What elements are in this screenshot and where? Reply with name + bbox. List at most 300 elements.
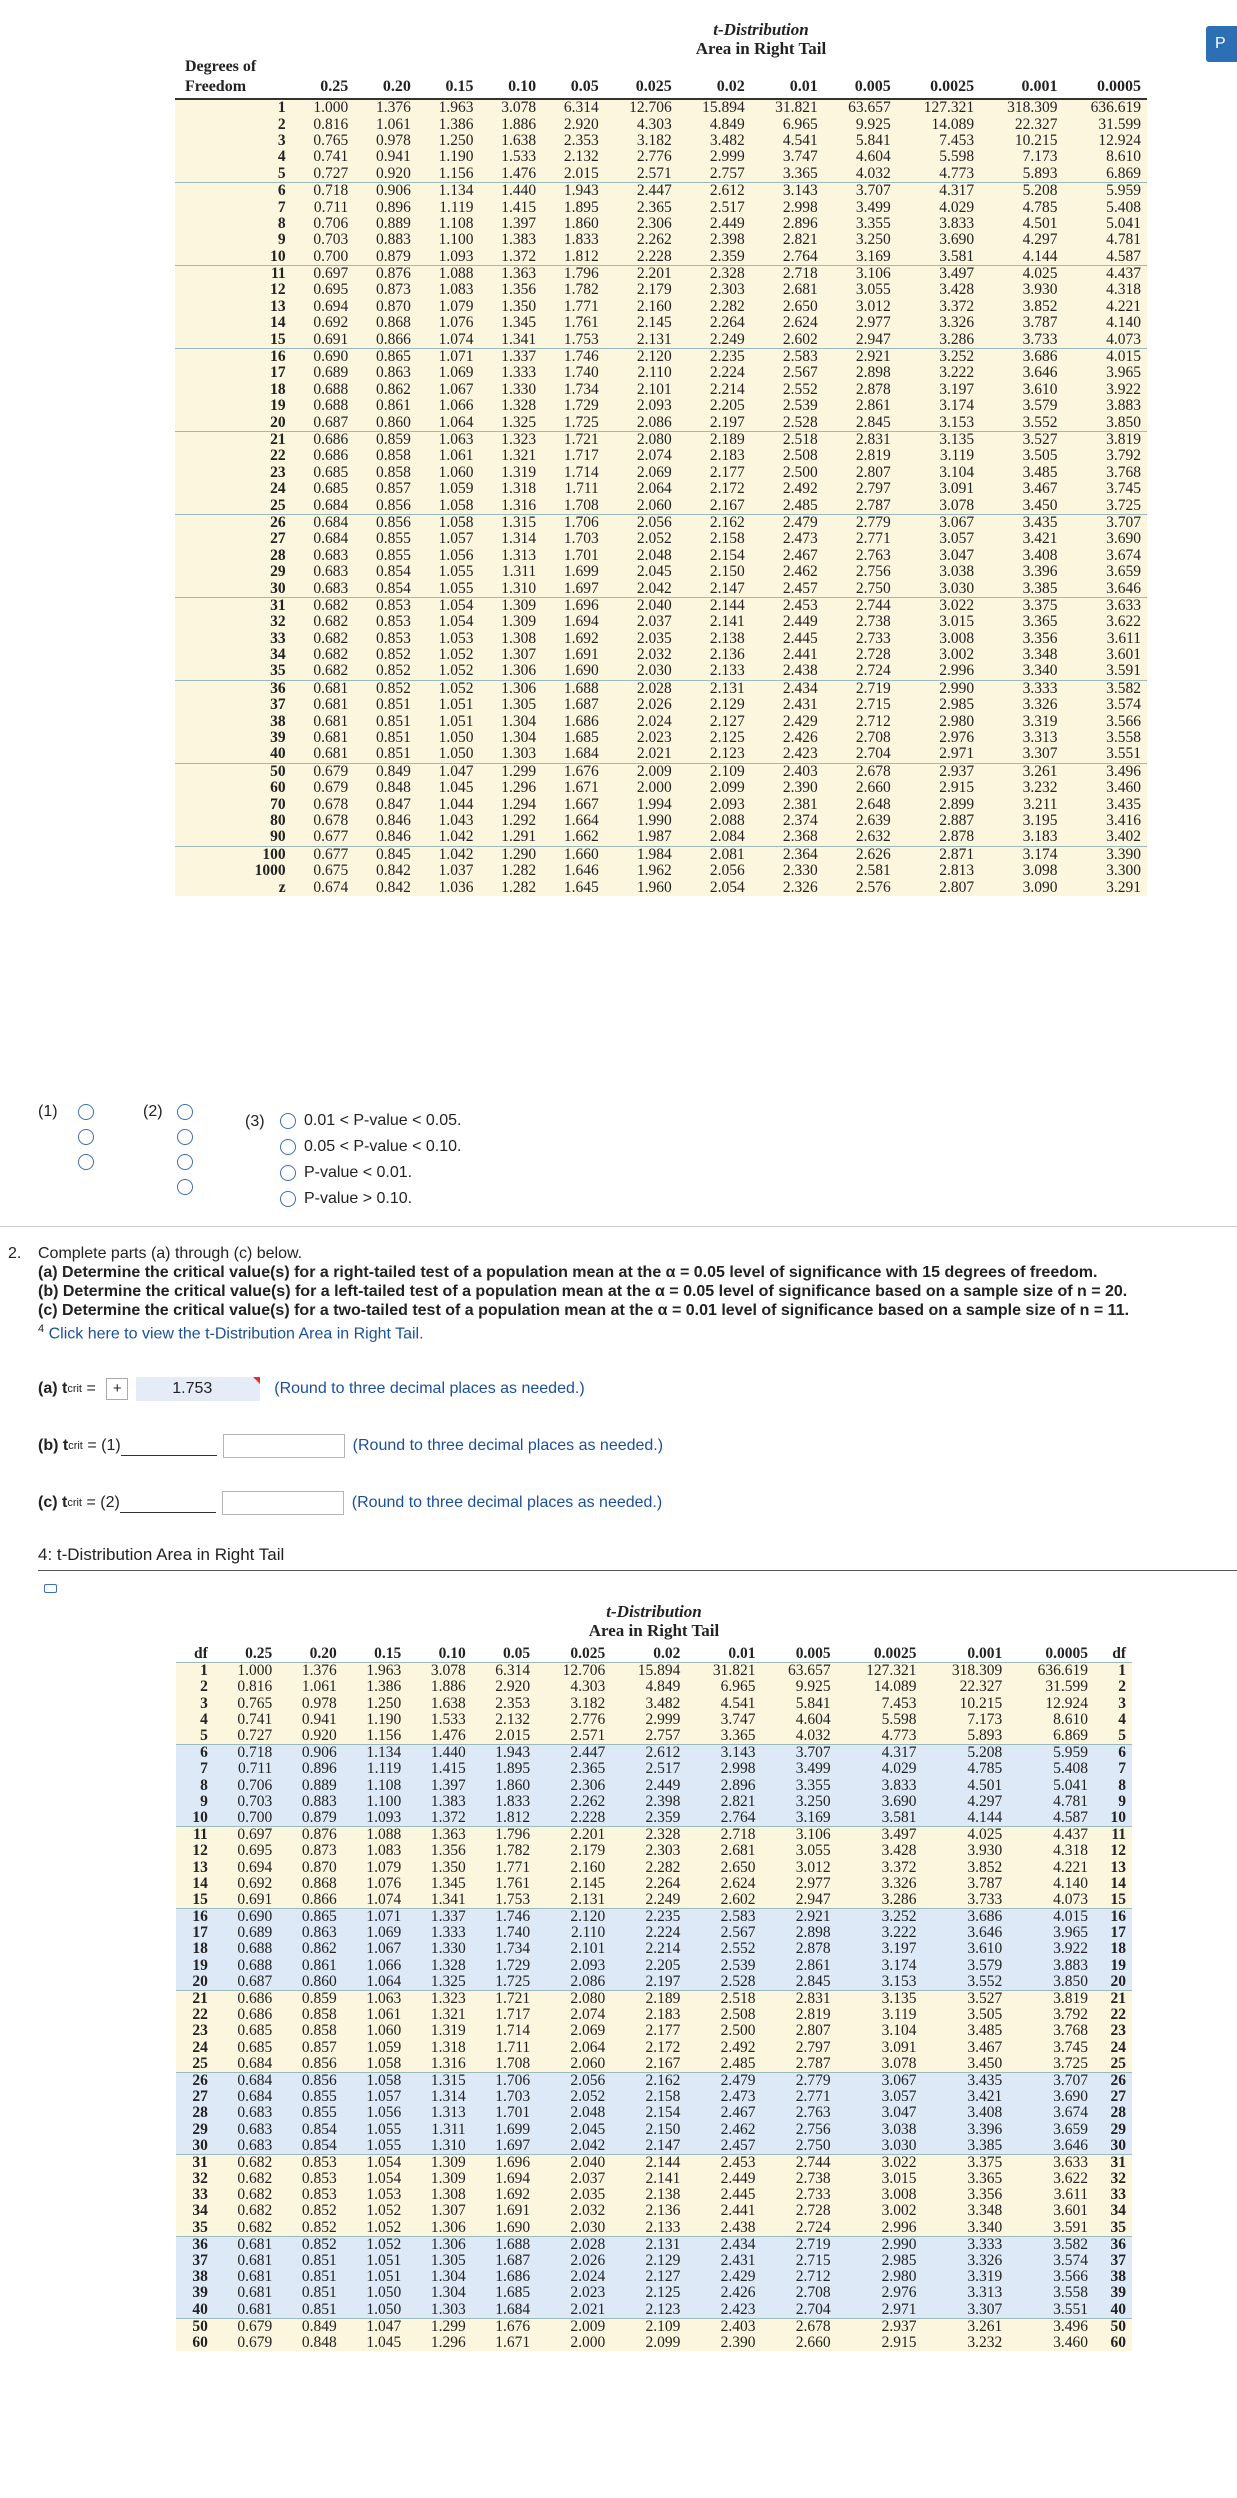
value-cell: 2.145 [636,314,672,332]
value-cell: 3.375 [922,2154,1008,2171]
value-cell: 1.325 [430,1972,466,1990]
value-cell: 3.527 [980,431,1063,448]
value-cell: 0.816 [237,1678,273,1696]
q1-option-1[interactable] [280,1112,461,1130]
value-cell: 2.125 [645,2284,681,2302]
value-cell: 0.816 [313,115,349,133]
value-cell: 2.368 [782,828,818,846]
table-row [175,796,1147,812]
value-cell: 2.264 [709,314,745,332]
df-cell-right: 11 [1094,1827,1132,1844]
value-cell: 2.718 [686,1827,761,1844]
table-row [176,1925,1132,1941]
value-cell: 0.686 [313,447,349,465]
value-cell: 3.579 [1022,397,1058,415]
value-cell: 2.197 [645,1972,681,1990]
value-cell: 3.008 [881,2186,917,2204]
value-cell: 2.744 [824,597,897,614]
value-cell: 4.015 [1008,1909,1094,1926]
value-cell: 2.434 [751,680,824,697]
value-cell: 3.552 [967,1972,1003,1990]
value-cell: 2.708 [855,729,891,747]
value-cell: 2.183 [645,2006,681,2024]
value-cell: 0.684 [313,530,349,548]
df-cell: 5 [200,1727,208,1745]
value-cell: 1.050 [366,2284,402,2302]
value-cell: 3.078 [939,496,975,514]
value-cell: 1.860 [563,214,599,232]
value-cell: 7.453 [881,1694,917,1712]
value-cell: 1.740 [563,364,599,382]
value-cell: 2.172 [645,2038,681,2056]
value-cell: 1.782 [495,1842,531,1860]
value-cell: 1.309 [480,597,543,614]
value-cell: 2.262 [570,1792,606,1810]
value-cell: 2.485 [720,2054,756,2072]
hint-link[interactable]: Click here to view the t-Distribution Area in Right Tail. [48,1325,424,1343]
value-cell: 2.996 [881,2218,917,2236]
value-cell: 1.662 [563,828,599,846]
value-cell: 4.501 [1022,214,1058,232]
value-cell: 3.182 [570,1694,606,1712]
value-cell: 0.859 [278,1990,342,2007]
value-cell: 2.235 [678,348,751,365]
value-cell: 1.076 [366,1874,402,1892]
value-cell: 2.990 [897,680,980,697]
value-cell: 2.026 [570,2252,606,2270]
value-cell: 1.057 [438,530,474,548]
question-number: 2. [8,1245,22,1262]
radio-icon[interactable] [280,1191,296,1207]
value-cell: 2.821 [782,231,818,249]
table-row [176,2203,1132,2219]
table-row [176,1712,1132,1728]
value-cell: 1.725 [563,413,599,431]
value-cell: 3.922 [1106,380,1141,398]
value-cell: 2.429 [782,712,818,730]
value-cell: 2.449 [645,1776,681,1794]
value-cell: 1.055 [438,579,474,597]
value-cell: 1.083 [366,1842,402,1860]
value-cell: 3.195 [1022,811,1058,829]
value-cell: 2.921 [824,348,897,365]
value-cell: 63.657 [762,1663,837,1680]
value-cell: 1.037 [438,862,474,880]
value-cell: 1.055 [438,563,474,581]
value-cell: 12.924 [1045,1694,1089,1712]
df-cell-right: 2 [1118,1678,1126,1696]
table-row [175,232,1147,248]
value-cell: 2.724 [855,662,891,680]
radio-icon[interactable] [280,1139,296,1155]
value-cell: 3.646 [967,1924,1003,1942]
value-cell: 2.131 [636,330,672,348]
table-row [175,846,1147,863]
answer-c-input[interactable] [222,1491,344,1515]
value-cell: 1.895 [563,198,599,216]
value-cell: 2.423 [720,2300,756,2318]
value-cell: 2.445 [720,2186,756,2204]
row-header-line2: Freedom [185,78,247,95]
value-cell: 3.008 [939,629,975,647]
value-cell: 2.462 [782,563,818,581]
value-cell: 3.078 [407,1663,471,1680]
value-cell: 2.971 [881,2300,917,2318]
table-row [175,813,1147,829]
value-cell: 1.316 [430,2054,466,2072]
answer-b-input[interactable] [223,1434,345,1458]
answer-a-value: 1.753 [172,1380,213,1397]
value-cell: 2.214 [709,380,745,398]
value-cell: 0.681 [292,680,355,697]
value-cell: 2.353 [563,131,599,149]
t-distribution-table-top [175,20,1147,896]
value-cell: 2.064 [636,480,672,498]
value-cell: 1.319 [430,2022,466,2040]
value-cell: 2.878 [795,1940,831,1958]
value-cell: 1.290 [480,846,543,863]
value-cell: 2.160 [570,1858,606,1876]
df-header-right: df [1112,1645,1126,1663]
value-cell: 2.728 [855,646,891,664]
table-row [175,282,1147,298]
table-row [176,2269,1132,2285]
value-cell: 1.690 [563,662,599,680]
value-cell: 0.854 [376,579,411,597]
value-cell: 1.771 [563,297,599,315]
value-cell: 0.851 [376,729,411,747]
value-cell: 3.030 [881,2136,917,2154]
value-cell: 3.169 [855,247,891,265]
value-cell: 1.676 [542,763,605,780]
value-cell: 636.619 [1008,1663,1094,1680]
value-cell: 0.682 [214,2154,278,2171]
corner-button[interactable]: P [1206,26,1237,62]
value-cell: 2.000 [636,779,672,797]
value-cell: 5.841 [795,1694,831,1712]
df-cell: 38 [192,2268,208,2286]
df-cell: 19 [270,397,286,415]
value-cell: 3.252 [897,348,980,365]
value-cell: 2.896 [720,1776,756,1794]
table-row [175,348,1147,365]
value-cell: 2.999 [709,148,745,166]
value-cell: 31.599 [1098,115,1141,133]
value-cell: 3.261 [922,2318,1008,2335]
t-table-grid [175,58,1147,896]
value-cell: 1.397 [430,1776,466,1794]
value-cell: 3.552 [1022,413,1058,431]
table-row [176,1843,1132,1859]
value-cell: 3.499 [855,198,891,216]
value-cell: 1.685 [495,2284,531,2302]
df-cell-right: 18 [1110,1940,1126,1958]
value-cell: 2.150 [645,2120,681,2138]
table-row [175,265,1147,282]
value-cell: 2.441 [782,646,818,664]
df-cell: 100 [175,846,292,863]
value-cell: 1.069 [366,1924,402,1942]
table-row [175,631,1147,647]
value-cell: 1.057 [366,2088,402,2106]
df-cell: 33 [270,629,286,647]
value-cell: 1.771 [495,1858,531,1876]
answer-a-input[interactable] [136,1377,260,1401]
value-cell: 3.482 [645,1694,681,1712]
value-cell: 3.091 [939,480,975,498]
value-cell: 6.869 [1106,164,1141,182]
value-cell: 3.482 [709,131,745,149]
value-cell: 5.408 [1106,198,1141,216]
value-cell: 1.061 [438,447,474,465]
part-a-text: (a) Determine the critical value(s) for a right-tailed test of a population mean at the α = 0.05 level of significance with 15 degrees of freedom. [38,1264,1098,1281]
table-row [175,780,1147,796]
value-cell: 2.015 [495,1727,531,1745]
q1-radio-group-1 [78,1104,94,1179]
q1-g2-radio-c[interactable] [177,1154,193,1170]
value-cell: 0.854 [301,2136,337,2154]
value-cell: 0.686 [237,2006,273,2024]
value-cell: 2.110 [570,1924,606,1942]
df-cell-right: 21 [1094,1990,1132,2007]
value-cell: 2.571 [570,1727,606,1745]
value-cell: 3.527 [922,1990,1008,2007]
table-row [175,514,1147,531]
value-cell: 1.962 [636,862,672,880]
value-cell: 1.063 [417,431,480,448]
value-cell: 0.689 [313,364,349,382]
df-cell: 15 [270,330,286,348]
value-cell: 3.497 [837,1827,923,1844]
table-row [175,713,1147,729]
table-row [176,2318,1132,2335]
value-cell: 0.849 [278,2318,342,2335]
value-cell: 4.785 [967,1760,1003,1778]
df-cell: 18 [270,380,286,398]
value-cell: 2.518 [686,1990,761,2007]
table-row [175,465,1147,481]
value-cell: 3.091 [881,2038,917,2056]
value-cell: 0.678 [313,811,349,829]
value-cell: 3.104 [939,463,975,481]
value-cell: 3.313 [967,2284,1003,2302]
value-cell: 1.059 [438,480,474,498]
window-icon[interactable] [44,1584,57,1593]
value-cell: 2.189 [611,1990,686,2007]
value-cell: 2.712 [855,712,891,730]
value-cell: 1.100 [366,1792,402,1810]
table-row [175,299,1147,315]
value-cell: 0.859 [354,431,417,448]
value-cell: 3.416 [1106,811,1141,829]
value-cell: 0.870 [376,297,411,315]
column-header-11: 0.0005 [1097,78,1141,95]
value-cell: 3.153 [881,1972,917,1990]
q1-option-3[interactable] [280,1164,412,1182]
table2-title-line2: Area in Right Tail [588,1621,720,1640]
value-cell: 3.055 [855,281,891,299]
value-cell: 2.177 [709,463,745,481]
value-cell: 1.886 [430,1678,466,1696]
value-cell: 0.683 [313,579,349,597]
value-cell: 2.708 [795,2284,831,2302]
radio-icon[interactable] [280,1165,296,1181]
df-cell: 35 [270,662,286,680]
value-cell: 3.078 [881,2054,917,2072]
value-cell: 3.707 [762,1745,837,1762]
value-cell: 6.869 [1053,1727,1089,1745]
value-cell: 3.707 [1064,514,1147,531]
value-cell: 2.306 [570,1776,606,1794]
value-cell: 2.583 [686,1909,761,1926]
q1-g2-radio-b[interactable] [177,1129,193,1145]
plus-minus-selector[interactable]: + [106,1378,128,1400]
value-cell: 63.657 [824,99,897,116]
value-cell: 1.303 [430,2300,466,2318]
q1-label-1: (1) [38,1103,58,1120]
value-cell: 3.725 [1053,2054,1089,2072]
q1-g1-radio-b[interactable] [78,1129,94,1145]
q1-g1-radio-a[interactable] [78,1104,94,1120]
df-cell: 90 [270,828,286,846]
value-cell: 2.364 [751,846,824,863]
value-cell: 3.707 [1008,2072,1094,2089]
value-cell: 3.057 [939,530,975,548]
df-cell-right: 31 [1094,2154,1132,2171]
value-cell: 4.029 [881,1760,917,1778]
value-cell: 3.421 [1022,530,1058,548]
value-cell: 3.686 [980,348,1063,365]
value-cell: 10.215 [959,1694,1003,1712]
question-intro: Complete parts (a) through (c) below. [38,1245,303,1262]
value-cell: 1.328 [501,397,537,415]
value-cell: 2.776 [636,148,672,166]
value-cell: 3.601 [1106,646,1141,664]
value-cell: 1.055 [366,2120,402,2138]
value-cell: 1.963 [417,99,480,116]
value-cell: 2.035 [636,629,672,647]
value-cell: 0.906 [354,182,417,199]
value-cell: 4.781 [1106,231,1141,249]
column-header-10: 0.001 [1021,78,1058,95]
value-cell: 3.591 [1053,2218,1089,2236]
value-cell: 1.305 [430,2252,466,2270]
value-cell: 0.697 [214,1827,278,1844]
table-row [176,1876,1132,1892]
value-cell: 1.052 [366,2218,402,2236]
value-cell: 2.398 [645,1792,681,1810]
answer-c-label: (c) t [38,1494,68,1511]
value-cell: 5.041 [1106,214,1141,232]
value-cell: 0.856 [278,2072,342,2089]
value-cell: 1.055 [366,2136,402,2154]
value-cell: 3.250 [855,231,891,249]
value-cell: 0.842 [376,862,411,880]
table-title-line1: t-Distribution [713,20,809,39]
value-cell: 2.719 [762,2236,837,2253]
q1-option-4[interactable] [280,1190,412,1208]
value-cell: 2.172 [709,480,745,498]
value-cell: 3.340 [967,2218,1003,2236]
q1-option-2[interactable] [280,1138,461,1156]
value-cell: 1.321 [430,2006,466,2024]
value-cell: 1.782 [563,281,599,299]
value-cell: 0.856 [354,514,417,531]
df-cell-right: 34 [1110,2202,1126,2220]
df-cell: 29 [192,2120,208,2138]
part-c-text: (c) Determine the critical value(s) for a two-tailed test of a population mean at the α = 0.01 level of significance based on a sample size of n = 11. [38,1302,1130,1319]
value-cell: 1.307 [430,2202,466,2220]
value-cell: 3.460 [1106,779,1141,797]
value-cell: 2.131 [678,680,751,697]
value-cell: 2.147 [645,2136,681,2154]
df-cell: 25 [270,496,286,514]
value-cell: 1.688 [472,2236,536,2253]
value-cell: 4.140 [1053,1874,1089,1892]
crit-subscript: crit [67,1497,82,1509]
value-cell: 3.850 [1106,413,1141,431]
value-cell: 3.002 [881,2202,917,2220]
value-cell: 2.045 [570,2120,606,2138]
df-cell-right: 37 [1110,2252,1126,2270]
value-cell: 1.717 [495,2006,531,2024]
value-cell: 1.074 [366,1890,402,1908]
value-cell: 3.015 [939,613,975,631]
value-cell: 2.719 [824,680,897,697]
value-cell: 2.539 [720,1956,756,1974]
df-cell: 21 [176,1990,214,2007]
q1-g2-radio-d[interactable] [177,1179,193,1195]
value-cell: 1.053 [366,2186,402,2204]
value-cell: 4.221 [1053,1858,1089,1876]
value-cell: 3.633 [1008,2154,1094,2171]
value-cell: 2.947 [855,330,891,348]
value-cell: 0.694 [237,1858,273,1876]
df-cell: 1000 [254,862,286,880]
value-cell: 2.447 [536,1745,611,1762]
answer-c-row [38,1491,662,1515]
value-cell: 1.316 [501,496,537,514]
value-cell: 2.639 [855,811,891,829]
df-cell-right: 8 [1118,1776,1126,1794]
table-row [176,2089,1132,2105]
q1-g2-radio-a[interactable] [177,1104,193,1120]
table-row [176,2302,1132,2319]
value-cell: 3.566 [1106,712,1141,730]
df-cell: 34 [270,646,286,664]
table-row [175,382,1147,398]
value-cell: 3.610 [1022,380,1058,398]
df-cell-right: 10 [1110,1808,1126,1826]
value-cell: 1.314 [501,530,537,548]
value-cell: 1.729 [563,397,599,415]
q1-g1-radio-c[interactable] [78,1154,94,1170]
value-cell: 3.291 [1106,878,1141,896]
df-cell: 9 [277,231,286,249]
value-cell: 1.337 [407,1909,471,1926]
radio-icon[interactable] [280,1113,296,1129]
value-cell: 3.197 [881,1940,917,1958]
value-cell: 1.706 [542,514,605,531]
value-cell: 1.476 [501,164,537,182]
column-header-4: 0.05 [570,78,599,95]
value-cell: 9.925 [795,1678,831,1696]
value-cell: 4.073 [1053,1890,1089,1908]
table-row [175,497,1147,514]
df-cell: 40 [192,2300,208,2318]
table-row [175,166,1147,183]
df-cell-right: 24 [1110,2038,1126,2056]
